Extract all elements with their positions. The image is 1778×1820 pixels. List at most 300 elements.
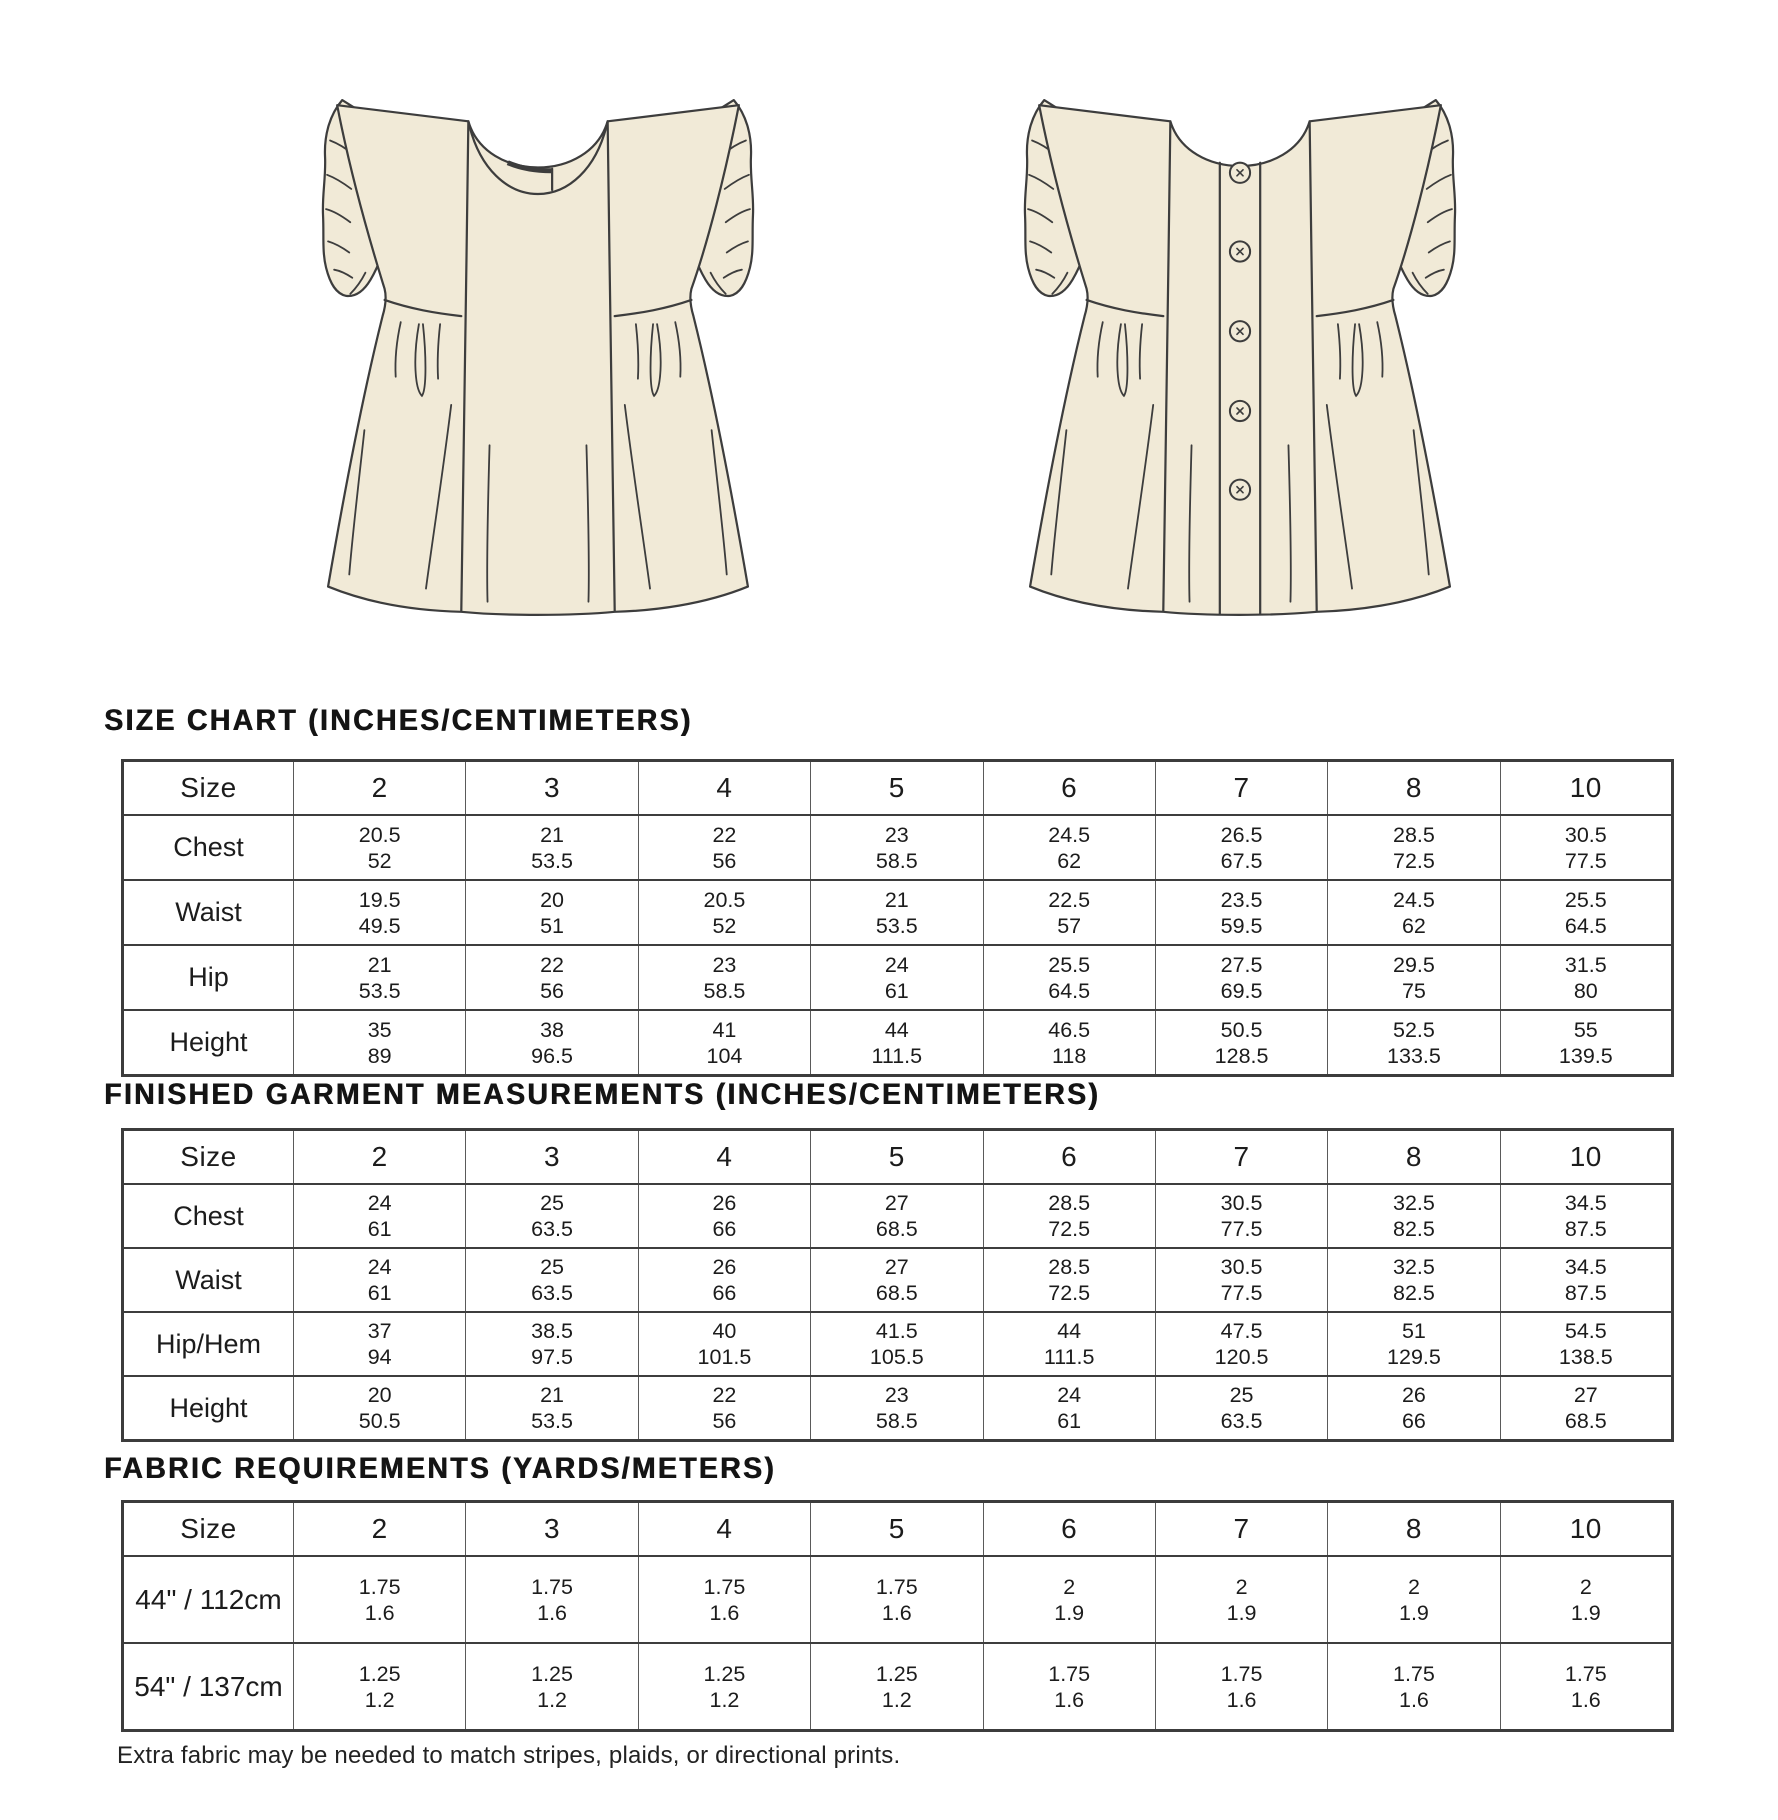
- value-centimeters: 96.5: [531, 1043, 573, 1068]
- measurement-cell: [638, 815, 810, 880]
- measurement-row: [123, 1556, 1673, 1643]
- measurement-cell: [983, 1184, 1155, 1248]
- value-centimeters: 53.5: [531, 1409, 573, 1433]
- measurement-row: [123, 1643, 1673, 1731]
- value-inches: 20: [367, 1383, 392, 1407]
- value-centimeters: 77.5: [1220, 1217, 1263, 1241]
- measurement-cell: [638, 1184, 810, 1248]
- size-column-header: 3: [466, 761, 638, 816]
- value-inches: 2: [1235, 1574, 1248, 1599]
- value-centimeters: 61: [1057, 1409, 1082, 1433]
- size-column-header: 10: [1500, 761, 1672, 816]
- value-centimeters: 51: [540, 913, 565, 938]
- value-inches: 23.5: [1220, 887, 1263, 912]
- value-inches: 28.5: [1393, 822, 1435, 847]
- value-inches: 24: [367, 1255, 392, 1279]
- measurement-cell: [983, 1312, 1155, 1376]
- value-centimeters: 77.5: [1564, 848, 1607, 873]
- dress-front-illustration: [320, 92, 756, 627]
- measurement-cell: [638, 1312, 810, 1376]
- value-centimeters: 63.5: [531, 1281, 573, 1305]
- value-inches: 2: [1063, 1574, 1076, 1599]
- value-centimeters: 133.5: [1387, 1043, 1441, 1068]
- value-inches: 24: [1057, 1383, 1082, 1407]
- row-label: 44" / 112cm: [123, 1556, 294, 1643]
- dress-back-illustration: [1022, 92, 1458, 627]
- value-centimeters: 101.5: [697, 1345, 752, 1369]
- value-centimeters: 89: [367, 1043, 392, 1068]
- finished-garment-title: FINISHED GARMENT MEASUREMENTS (INCHES/CENTIMETERS): [104, 1078, 1100, 1111]
- value-inches: 41.5: [875, 1319, 918, 1343]
- value-inches: 24: [367, 1191, 392, 1215]
- measurement-cell: [294, 1556, 466, 1643]
- value-inches: 24: [884, 952, 909, 977]
- value-centimeters: 68.5: [875, 1217, 918, 1241]
- value-inches: 24.5: [1048, 822, 1091, 847]
- value-centimeters: 1.9: [1054, 1600, 1085, 1625]
- value-inches: 21: [884, 887, 909, 912]
- size-corner-header: Size: [123, 1502, 294, 1557]
- value-inches: 1.75: [703, 1574, 746, 1599]
- measurement-cell: [638, 880, 810, 945]
- value-inches: 26: [712, 1191, 737, 1215]
- measurement-cell: [811, 1556, 983, 1643]
- value-centimeters: 80: [1573, 978, 1598, 1003]
- row-label: Chest: [123, 1184, 294, 1248]
- value-inches: 1.75: [1220, 1661, 1263, 1686]
- size-column-header: 6: [983, 761, 1155, 816]
- value-centimeters: 87.5: [1564, 1281, 1607, 1305]
- dress-body: [328, 105, 748, 615]
- measurement-cell: [294, 1376, 466, 1441]
- measurement-cell: [1500, 1184, 1672, 1248]
- measurement-cell: [638, 1376, 810, 1441]
- measurement-cell: [1155, 1184, 1327, 1248]
- measurement-cell: [1155, 815, 1327, 880]
- value-centimeters: 111.5: [1043, 1345, 1095, 1369]
- measurement-cell: [1328, 1312, 1500, 1376]
- value-inches: 1.75: [875, 1574, 918, 1599]
- measurement-cell: [1328, 1184, 1500, 1248]
- value-inches: 38: [540, 1017, 565, 1042]
- size-column-header: 8: [1328, 1130, 1500, 1185]
- value-inches: 34.5: [1564, 1255, 1607, 1279]
- row-label: Waist: [123, 1248, 294, 1312]
- measurement-cell: [811, 1010, 983, 1076]
- value-inches: 1.75: [1393, 1661, 1435, 1686]
- value-centimeters: 66: [712, 1217, 737, 1241]
- value-inches: 32.5: [1393, 1255, 1435, 1279]
- measurement-cell: [811, 1184, 983, 1248]
- value-inches: 25.5: [1048, 952, 1091, 977]
- measurement-cell: [983, 815, 1155, 880]
- size-column-header: 8: [1328, 1502, 1500, 1557]
- measurement-cell: [1500, 815, 1672, 880]
- value-inches: 40: [712, 1319, 737, 1343]
- value-inches: 1.25: [875, 1661, 918, 1686]
- value-centimeters: 118: [1052, 1043, 1087, 1068]
- size-column-header: 2: [294, 1502, 466, 1557]
- value-centimeters: 111.5: [871, 1043, 923, 1068]
- measurement-cell: [811, 815, 983, 880]
- value-inches: 1.75: [1048, 1661, 1091, 1686]
- value-inches: 20.5: [703, 887, 746, 912]
- value-centimeters: 72.5: [1048, 1281, 1091, 1305]
- value-inches: 46.5: [1048, 1017, 1091, 1042]
- size-column-header: 7: [1155, 1130, 1327, 1185]
- value-inches: 21: [540, 1383, 565, 1407]
- size-column-header: 3: [466, 1130, 638, 1185]
- value-centimeters: 72.5: [1393, 848, 1435, 873]
- measurement-cell: [294, 1184, 466, 1248]
- measurement-cell: [1155, 1376, 1327, 1441]
- value-inches: 19.5: [358, 887, 401, 912]
- size-chart-title: SIZE CHART (INCHES/CENTIMETERS): [104, 704, 693, 737]
- value-centimeters: 94: [367, 1345, 392, 1369]
- value-inches: 41: [712, 1017, 737, 1042]
- value-inches: 22: [540, 952, 565, 977]
- value-centimeters: 120.5: [1214, 1345, 1269, 1369]
- size-column-header: 6: [983, 1502, 1155, 1557]
- measurement-cell: [466, 1312, 638, 1376]
- row-label: Chest: [123, 815, 294, 880]
- measurement-cell: [811, 1312, 983, 1376]
- value-centimeters: 58.5: [875, 848, 918, 873]
- value-centimeters: 61: [367, 1217, 392, 1241]
- measurement-cell: [1328, 1376, 1500, 1441]
- value-centimeters: 67.5: [1220, 848, 1263, 873]
- value-inches: 27.5: [1220, 952, 1263, 977]
- measurement-cell: [1500, 945, 1672, 1010]
- value-inches: 20.5: [358, 822, 401, 847]
- measurement-cell: [811, 1376, 983, 1441]
- value-centimeters: 69.5: [1220, 978, 1263, 1003]
- measurement-cell: [466, 1010, 638, 1076]
- size-column-header: 10: [1500, 1130, 1672, 1185]
- measurement-cell: [294, 1010, 466, 1076]
- value-inches: 35: [367, 1017, 392, 1042]
- value-centimeters: 82.5: [1393, 1281, 1435, 1305]
- measurement-cell: [1328, 815, 1500, 880]
- value-inches: 1.75: [1564, 1661, 1607, 1686]
- value-centimeters: 61: [367, 1281, 392, 1305]
- value-centimeters: 1.6: [1054, 1687, 1085, 1712]
- value-inches: 52.5: [1393, 1017, 1435, 1042]
- value-inches: 2: [1579, 1574, 1592, 1599]
- value-centimeters: 49.5: [358, 913, 401, 938]
- measurement-cell: [1155, 945, 1327, 1010]
- value-centimeters: 64.5: [1048, 978, 1091, 1003]
- value-centimeters: 138.5: [1558, 1345, 1613, 1369]
- value-inches: 55: [1573, 1017, 1598, 1042]
- value-centimeters: 53.5: [358, 978, 401, 1003]
- value-inches: 50.5: [1220, 1017, 1263, 1042]
- measurement-cell: [466, 815, 638, 880]
- value-inches: 25: [540, 1255, 565, 1279]
- fabric-requirements-table: [121, 1500, 1674, 1732]
- button-icon: [1230, 401, 1250, 421]
- finished-garment-table: [121, 1128, 1674, 1442]
- value-centimeters: 77.5: [1220, 1281, 1263, 1305]
- value-inches: 27: [884, 1255, 909, 1279]
- value-centimeters: 1.6: [881, 1600, 912, 1625]
- value-inches: 2: [1407, 1574, 1420, 1599]
- row-label: Height: [123, 1010, 294, 1076]
- measurement-cell: [294, 1312, 466, 1376]
- size-column-header: 7: [1155, 761, 1327, 816]
- value-inches: 22.5: [1048, 887, 1091, 912]
- size-column-header: 7: [1155, 1502, 1327, 1557]
- value-inches: 21: [540, 822, 565, 847]
- value-inches: 54.5: [1564, 1319, 1607, 1343]
- value-inches: 28.5: [1048, 1255, 1091, 1279]
- measurement-cell: [1155, 1312, 1327, 1376]
- measurement-cell: [983, 880, 1155, 945]
- measurement-row: [123, 1248, 1673, 1312]
- value-centimeters: 68.5: [875, 1281, 918, 1305]
- value-inches: 1.25: [358, 1661, 401, 1686]
- row-label: Waist: [123, 880, 294, 945]
- value-centimeters: 56: [712, 848, 737, 873]
- measurement-cell: [294, 1248, 466, 1312]
- measurement-cell: [1500, 1556, 1672, 1643]
- size-column-header: 2: [294, 1130, 466, 1185]
- value-centimeters: 1.6: [364, 1600, 395, 1625]
- value-inches: 30.5: [1564, 822, 1607, 847]
- measurement-cell: [1328, 1248, 1500, 1312]
- value-inches: 1.75: [358, 1574, 401, 1599]
- measurement-cell: [294, 1643, 466, 1731]
- value-inches: 27: [884, 1191, 909, 1215]
- measurement-cell: [466, 945, 638, 1010]
- row-label: Hip/Hem: [123, 1312, 294, 1376]
- button-icon: [1230, 480, 1250, 500]
- size-column-header: 8: [1328, 761, 1500, 816]
- measurement-row: [123, 945, 1673, 1010]
- measurement-row: [123, 1184, 1673, 1248]
- value-inches: 26.5: [1220, 822, 1263, 847]
- value-inches: 51: [1401, 1319, 1426, 1343]
- value-inches: 20: [540, 887, 565, 912]
- measurement-row: [123, 1312, 1673, 1376]
- measurement-cell: [983, 1556, 1155, 1643]
- value-centimeters: 63.5: [531, 1217, 573, 1241]
- value-inches: 47.5: [1220, 1319, 1263, 1343]
- value-inches: 21: [367, 952, 392, 977]
- fabric-requirements-title: FABRIC REQUIREMENTS (YARDS/METERS): [104, 1452, 776, 1485]
- value-centimeters: 87.5: [1564, 1217, 1607, 1241]
- value-centimeters: 1.9: [1570, 1600, 1601, 1625]
- measurement-cell: [1500, 1010, 1672, 1076]
- measurement-cell: [811, 1248, 983, 1312]
- value-centimeters: 1.2: [881, 1687, 912, 1712]
- value-inches: 31.5: [1564, 952, 1607, 977]
- value-centimeters: 82.5: [1393, 1217, 1435, 1241]
- value-inches: 27: [1573, 1383, 1598, 1407]
- measurement-cell: [1500, 1643, 1672, 1731]
- measurement-cell: [466, 880, 638, 945]
- measurement-row: [123, 1010, 1673, 1076]
- value-inches: 34.5: [1564, 1191, 1607, 1215]
- measurement-cell: [811, 880, 983, 945]
- measurement-cell: [1155, 1248, 1327, 1312]
- value-centimeters: 68.5: [1564, 1409, 1607, 1433]
- value-centimeters: 53.5: [531, 848, 573, 873]
- measurement-cell: [983, 1376, 1155, 1441]
- value-centimeters: 61: [884, 978, 909, 1003]
- value-centimeters: 1.2: [709, 1687, 740, 1712]
- measurement-cell: [1328, 1010, 1500, 1076]
- size-corner-header: Size: [123, 1130, 294, 1185]
- value-centimeters: 58.5: [703, 978, 746, 1003]
- measurement-cell: [1328, 880, 1500, 945]
- value-inches: 30.5: [1220, 1191, 1263, 1215]
- measurement-cell: [1328, 1556, 1500, 1643]
- measurement-cell: [1500, 1248, 1672, 1312]
- measurement-row: [123, 815, 1673, 880]
- value-centimeters: 1.9: [1398, 1600, 1429, 1625]
- measurement-cell: [466, 1376, 638, 1441]
- size-column-header: 10: [1500, 1502, 1672, 1557]
- value-centimeters: 62: [1401, 913, 1426, 938]
- value-inches: 26: [712, 1255, 737, 1279]
- size-column-header: 5: [811, 761, 983, 816]
- value-centimeters: 50.5: [358, 1409, 401, 1433]
- value-centimeters: 97.5: [531, 1345, 573, 1369]
- table-header-row: [123, 1502, 1673, 1557]
- value-centimeters: 1.6: [1398, 1687, 1429, 1712]
- size-corner-header: Size: [123, 761, 294, 816]
- button-icon: [1230, 241, 1250, 261]
- measurement-cell: [466, 1248, 638, 1312]
- measurement-cell: [1328, 945, 1500, 1010]
- measurement-cell: [1155, 1643, 1327, 1731]
- measurement-cell: [466, 1184, 638, 1248]
- value-inches: 1.75: [531, 1574, 573, 1599]
- value-centimeters: 66: [712, 1281, 737, 1305]
- fabric-footnote: Extra fabric may be needed to match stripes, plaids, or directional prints.: [117, 1742, 901, 1769]
- value-centimeters: 57: [1057, 913, 1082, 938]
- table-header-row: [123, 761, 1673, 816]
- value-inches: 44: [1057, 1319, 1082, 1343]
- value-inches: 25: [1229, 1383, 1254, 1407]
- measurement-cell: [983, 1643, 1155, 1731]
- value-inches: 22: [712, 822, 737, 847]
- value-inches: 22: [712, 1383, 737, 1407]
- button-icon: [1230, 163, 1250, 183]
- measurement-cell: [294, 945, 466, 1010]
- value-centimeters: 53.5: [875, 913, 918, 938]
- measurement-row: [123, 880, 1673, 945]
- value-inches: 25.5: [1564, 887, 1607, 912]
- value-inches: 44: [884, 1017, 909, 1042]
- value-centimeters: 56: [712, 1409, 737, 1433]
- value-inches: 30.5: [1220, 1255, 1263, 1279]
- value-centimeters: 64.5: [1564, 913, 1607, 938]
- row-label: Hip: [123, 945, 294, 1010]
- value-inches: 28.5: [1048, 1191, 1091, 1215]
- value-centimeters: 66: [1401, 1409, 1426, 1433]
- value-inches: 23: [712, 952, 737, 977]
- measurement-cell: [1500, 880, 1672, 945]
- size-column-header: 5: [811, 1502, 983, 1557]
- measurement-cell: [983, 1010, 1155, 1076]
- value-centimeters: 72.5: [1048, 1217, 1091, 1241]
- row-label: 54" / 137cm: [123, 1643, 294, 1731]
- measurement-cell: [466, 1643, 638, 1731]
- size-column-header: 4: [638, 761, 810, 816]
- value-centimeters: 1.6: [1226, 1687, 1257, 1712]
- value-centimeters: 1.2: [364, 1687, 395, 1712]
- measurement-cell: [638, 1556, 810, 1643]
- value-centimeters: 59.5: [1220, 913, 1263, 938]
- measurement-cell: [1155, 880, 1327, 945]
- measurement-cell: [983, 945, 1155, 1010]
- measurement-row: [123, 1376, 1673, 1441]
- value-centimeters: 129.5: [1387, 1345, 1441, 1369]
- measurement-cell: [294, 815, 466, 880]
- measurement-cell: [1155, 1556, 1327, 1643]
- size-column-header: 2: [294, 761, 466, 816]
- value-centimeters: 63.5: [1220, 1409, 1263, 1433]
- value-centimeters: 52: [367, 848, 392, 873]
- value-centimeters: 1.2: [537, 1687, 567, 1712]
- table-header-row: [123, 1130, 1673, 1185]
- measurement-cell: [638, 1248, 810, 1312]
- value-inches: 32.5: [1393, 1191, 1435, 1215]
- value-centimeters: 128.5: [1214, 1043, 1269, 1068]
- value-centimeters: 1.6: [537, 1600, 567, 1625]
- measurement-cell: [1328, 1643, 1500, 1731]
- value-inches: 24.5: [1393, 887, 1435, 912]
- size-column-header: 6: [983, 1130, 1155, 1185]
- value-inches: 25: [540, 1191, 565, 1215]
- value-inches: 26: [1401, 1383, 1426, 1407]
- value-centimeters: 104: [706, 1043, 743, 1068]
- value-inches: 29.5: [1393, 952, 1435, 977]
- value-centimeters: 1.9: [1226, 1600, 1257, 1625]
- value-centimeters: 62: [1057, 848, 1082, 873]
- measurement-cell: [1155, 1010, 1327, 1076]
- size-column-header: 4: [638, 1502, 810, 1557]
- value-centimeters: 52: [712, 913, 737, 938]
- size-column-header: 3: [466, 1502, 638, 1557]
- value-centimeters: 139.5: [1558, 1043, 1613, 1068]
- measurement-cell: [983, 1248, 1155, 1312]
- measurement-cell: [638, 945, 810, 1010]
- value-centimeters: 58.5: [875, 1409, 918, 1433]
- measurement-cell: [811, 945, 983, 1010]
- measurement-cell: [294, 880, 466, 945]
- value-inches: 1.25: [703, 1661, 746, 1686]
- measurement-cell: [466, 1556, 638, 1643]
- size-column-header: 5: [811, 1130, 983, 1185]
- value-inches: 23: [884, 1383, 909, 1407]
- measurement-cell: [1500, 1376, 1672, 1441]
- row-label: Height: [123, 1376, 294, 1441]
- value-centimeters: 1.6: [709, 1600, 740, 1625]
- value-centimeters: 105.5: [869, 1345, 924, 1369]
- value-inches: 37: [367, 1319, 392, 1343]
- measurement-cell: [638, 1643, 810, 1731]
- value-inches: 1.25: [531, 1661, 573, 1686]
- measurement-cell: [1500, 1312, 1672, 1376]
- value-centimeters: 1.6: [1570, 1687, 1601, 1712]
- size-chart-table: [121, 759, 1674, 1077]
- measurement-cell: [811, 1643, 983, 1731]
- value-inches: 23: [884, 822, 909, 847]
- size-column-header: 4: [638, 1130, 810, 1185]
